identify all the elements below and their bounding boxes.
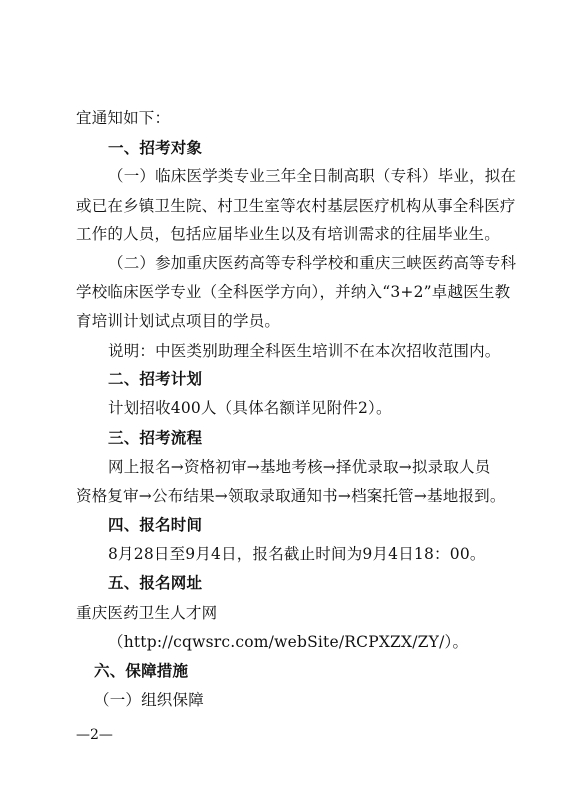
section-heading: 一、招考对象	[108, 139, 203, 157]
text-line: 学校临床医学专业（全科医学方向），并纳入“3+2”卓越医生教	[76, 283, 511, 301]
text-line: （一）临床医学类专业三年全日制高职（专科）毕业，拟在	[108, 167, 517, 185]
text-line: 说明：中医类别助理全科医生培训不在本次招收范围内。	[108, 342, 501, 360]
section-heading: 四、报名时间	[108, 516, 203, 534]
text-line: （二）参加重庆医药高等专科学校和重庆三峡医药高等专科	[108, 254, 517, 272]
text-line: 或已在乡镇卫生院、村卫生室等农村基层医疗机构从事全科医疗	[76, 197, 516, 215]
text-line: 工作的人员，包括应届毕业生以及有培训需求的往届毕业生。	[76, 225, 500, 243]
page-number: —2—	[76, 727, 113, 743]
text-line: 育培训计划试点项目的学员。	[76, 312, 281, 330]
text-line: 计划招收400人（具体名额详见附件2）。	[108, 399, 392, 417]
section-heading: 三、招考流程	[108, 429, 203, 447]
text-line: 资格复审→公布结果→领取录取通知书→档案托管→基地报到。	[76, 487, 506, 505]
section-heading: 六、保障措施	[94, 662, 189, 680]
text-line: （一）组织保障	[94, 691, 204, 709]
text-line: 网上报名→资格初审→基地考核→择优录取→拟录取人员	[108, 458, 491, 476]
text-line: 宜通知如下：	[76, 109, 171, 127]
section-heading: 二、招考计划	[108, 370, 203, 388]
text-line: 重庆医药卫生人才网	[76, 604, 218, 622]
url-line: （http://cqwsrc.com/webSite/RCPXZX/ZY/）。	[108, 633, 469, 651]
text-line: 8月28日至9月4日，报名截止时间为9月4日18：00。	[108, 545, 486, 563]
section-heading: 五、报名网址	[108, 574, 203, 592]
